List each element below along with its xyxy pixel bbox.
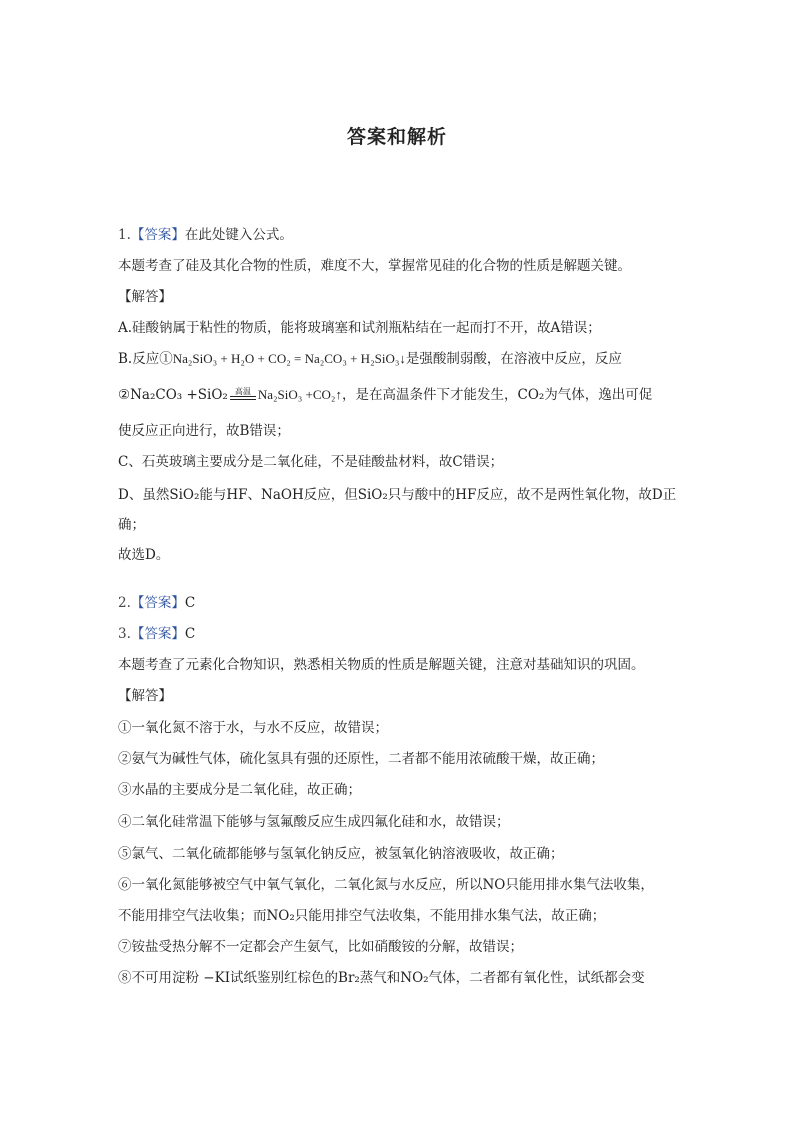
q1-option-a: A.硅酸钠属于粘性的物质，能将玻璃塞和试剂瓶粘结在一起而打不开，故A错误； [118,320,601,336]
page-title: 答案和解析 [346,126,447,148]
q3-item: ⑦铵盐受热分解不一定都会产生氨气，比如硝酸铵的分解，故错误； [118,939,523,955]
q1-option-c: C、石英玻璃主要成分是二氧化硅，不是硅酸盐材料，故C错误； [118,454,504,470]
q3-answer-line [118,625,195,643]
q1-option-b-line1 [118,350,622,368]
high-temp-equals-sign [230,386,256,403]
q1-option-b-line3: 使反应正向进行，故B错误； [118,423,290,439]
q1-b2-product: Na₂SiO₃ +CO₂↑ [257,387,342,402]
q1-b2-suffix: ，是在高温条件下才能发生，CO₂为气体，逸出可促 [341,387,653,403]
q3-item: ③水晶的主要成分是二氧化硅，故正确； [118,782,361,798]
q3-item: ④二氧化硅常温下能够与氢氟酸反应生成四氟化硅和水，故错误； [118,814,510,830]
q3-item: ⑥一氧化氮能够被空气中氧气氧化，二氧化氮与水反应，所以NO只能用排水集气法收集， [118,877,654,893]
q2-number: 2. [118,595,131,611]
q3-item: ⑧不可用淀粉 −KI试纸鉴别红棕色的Br₂蒸气和NO₂气体，二者都有氧化性，试纸都会变 [118,970,645,986]
q1-b1-formula: Na₂SiO₃ + H₂O + CO₂ = Na₂CO₃ + H₂SiO₃↓ [172,351,406,366]
q1-choose: 故选D。 [118,547,170,563]
q1-option-d-line2: 确； [118,517,145,533]
q3-item: ⑤氯气、二氧化硫都能够与氢氧化钠反应，被氢氧化钠溶液吸收，故正确； [118,846,564,862]
q3-answer-text: C [184,626,196,642]
q1-b1-suffix: 是强酸制弱酸，在溶液中反应，反应 [405,351,622,367]
reaction-condition: 高温 [234,386,251,396]
q1-answer-tag: 【答案】 [130,227,185,243]
q1-answer-text: 在此处键入公式。 [184,227,293,243]
q2-answer-line [118,594,195,612]
q3-answer-tag: 【答案】 [130,626,185,642]
q1-b1-prefix: B.反应① [118,351,173,367]
q3-item: 不能用排空气法收集；而NO₂只能用排空气法收集，不能用排水集气法，故正确； [118,908,606,924]
q1-number: 1. [118,227,131,243]
q1-b2-prefix: ②Na₂CO₃ +SiO₂ [118,387,228,403]
q2-answer-tag: 【答案】 [130,595,185,611]
q3-jieda-heading: 【解答】 [118,688,172,704]
q1-option-d-line1: D、虽然SiO₂能与HF、NaOH反应，但SiO₂只与酸中的HF反应，故不是两性氧化物，故D正 [118,487,677,503]
q1-option-b-line2 [118,386,652,404]
q3-item: ①一氧化氮不溶于水，与水不反应，故错误； [118,720,388,736]
q1-answer-line [118,226,293,244]
q1-analysis: 本题考查了硅及其化合物的性质，难度不大，掌握常见硅的化合物的性质是解题关键。 [118,258,631,274]
q3-item: ②氨气为碱性气体，硫化氢具有强的还原性，二者都不能用浓硫酸干燥，故正确； [118,751,604,767]
q3-analysis: 本题考查了元素化合物知识，熟悉相关物质的性质是解题关键，注意对基础知识的巩固。 [118,657,645,673]
q2-answer-text: C [184,595,196,611]
q1-jieda-heading: 【解答】 [118,289,172,305]
q3-number: 3. [118,626,131,642]
